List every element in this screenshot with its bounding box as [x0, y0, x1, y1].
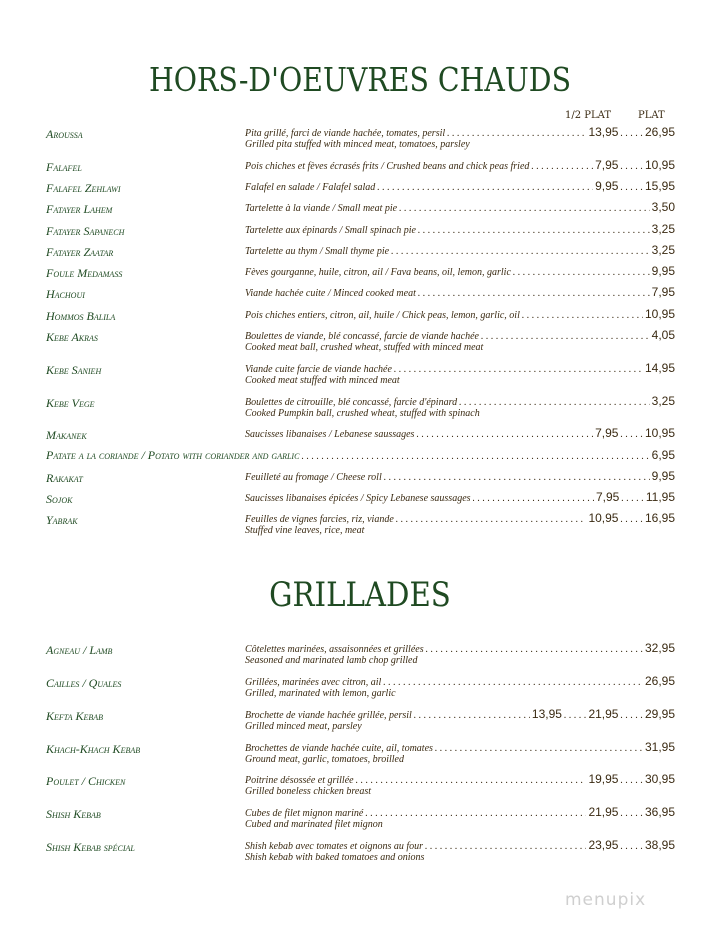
dot-leader	[481, 331, 650, 342]
dot-separator: . . . . .	[620, 128, 643, 139]
french-description: Saucisses libanaises / Lebanese saussages	[245, 429, 415, 440]
french-description: Tartelette au thym / Small thyme pie	[245, 246, 390, 257]
description-line	[245, 266, 675, 278]
description-line	[245, 160, 675, 172]
item-description	[245, 202, 675, 214]
item-description	[245, 428, 675, 440]
description-line	[245, 127, 675, 139]
french-description: Viande hachée cuite / Minced cooked meat	[245, 288, 416, 299]
dot-separator: . . . . .	[620, 710, 643, 721]
item-price: 14,95	[644, 363, 675, 375]
dot-leader	[365, 808, 586, 819]
item-price: 10,95	[644, 309, 675, 321]
french-description: Brochettes de viande hachée cuite, ail, tomates	[245, 743, 433, 754]
english-description: Stuffed vine leaves, rice, meat	[245, 525, 365, 536]
item-description	[245, 127, 675, 150]
dot-leader	[435, 743, 643, 754]
item-description	[245, 492, 675, 504]
dot-leader	[416, 429, 593, 440]
dot-leader	[418, 288, 650, 299]
item-price: 32,95	[644, 643, 675, 655]
french-description: Pita grillé, farci de viande hachée, tomates, persil	[245, 128, 446, 139]
dot-leader	[447, 128, 586, 139]
item-name: Kefta Kebab	[46, 709, 104, 723]
dot-leader	[522, 310, 643, 321]
item-price: 21,95	[588, 709, 619, 721]
item-price: 23,95	[588, 840, 619, 852]
french-description: Shish kebab avec tomates et oignons au four	[245, 841, 424, 852]
dot-separator: . . . . .	[620, 429, 643, 440]
dot-separator: . . . . .	[620, 841, 643, 852]
item-name: Falafel Zehlawi	[46, 181, 121, 195]
french-description: Feuilles de vignes farcies, riz, viande	[245, 514, 394, 525]
french-description: Tartelette aux épinards / Small spinach pie	[245, 225, 416, 236]
english-description: Cooked meat stuffed with minced meat	[245, 375, 400, 386]
item-name: Kebe Sanieh	[46, 363, 102, 377]
item-description	[245, 513, 675, 536]
french-description: Boulettes de viande, blé concassé, farcie de viande hachée	[245, 331, 479, 342]
item-description	[245, 224, 675, 236]
description-line	[245, 363, 675, 375]
dot-separator: . . . . .	[620, 182, 643, 193]
dot-leader	[459, 397, 650, 408]
item-price: 7,95	[596, 492, 620, 504]
item-name: Rakakat	[46, 471, 83, 485]
description-line	[245, 471, 675, 483]
description-line	[245, 840, 675, 852]
description-line	[245, 676, 675, 688]
french-description: Côtelettes marinées, assaisonnées et grillées	[245, 644, 424, 655]
item-name: Shish Kebab spécial	[46, 840, 135, 854]
dot-leader	[418, 225, 650, 236]
french-description: Cubes de filet mignon mariné	[245, 808, 364, 819]
dot-separator: . . . . .	[620, 161, 643, 172]
item-price: 7,95	[595, 428, 619, 440]
description-line	[245, 309, 675, 321]
item-price: 6,95	[651, 450, 675, 462]
description-line	[245, 330, 675, 342]
item-name: Hachoui	[46, 287, 85, 301]
hot-appetizers-title: HORS-D'OEUVRES CHAUDS	[148, 60, 572, 99]
price-column-headers	[560, 110, 690, 124]
description-line	[245, 513, 675, 525]
description-line	[245, 396, 675, 408]
item-description	[245, 840, 675, 863]
item-description	[245, 807, 675, 830]
item-price: 3,25	[651, 224, 675, 236]
item-price: 9,95	[595, 181, 619, 193]
dot-leader	[301, 451, 649, 462]
item-price: 9,95	[651, 471, 675, 483]
watermark-logo: menupix	[565, 890, 647, 910]
french-description: Brochette de viande hachée grillée, persil	[245, 710, 412, 721]
item-name: Falafel	[46, 160, 82, 174]
item-name: Foule Medamass	[46, 266, 123, 280]
french-description: Boulettes de citrouille, blé concassé, farcie d'épinard	[245, 397, 458, 408]
item-description	[245, 287, 675, 299]
item-description	[46, 450, 675, 462]
dot-leader	[513, 267, 650, 278]
description-line	[245, 245, 675, 257]
dot-leader	[414, 710, 530, 721]
item-price: 38,95	[644, 840, 675, 852]
description-line	[245, 181, 675, 193]
description-line	[245, 202, 675, 214]
item-description	[245, 774, 675, 797]
french-description: Tartelette à la viande / Small meat pie	[245, 203, 398, 214]
description-line	[46, 450, 675, 462]
description-line	[245, 492, 675, 504]
french-description: Pois chiches et fèves écrasés frits / Crushed beans and chick peas fried	[245, 161, 530, 172]
dot-separator: . . . . .	[621, 493, 644, 504]
item-name: Sojok	[46, 492, 73, 506]
dot-separator: . . . . .	[620, 514, 643, 525]
english-description: Ground meat, garlic, tomatoes, broilled	[245, 754, 404, 765]
item-description	[245, 266, 675, 278]
item-name: Shish Kebab	[46, 807, 101, 821]
dot-leader	[426, 644, 643, 655]
item-description	[245, 709, 675, 732]
item-description	[245, 309, 675, 321]
item-name: Hommos Balila	[46, 309, 116, 323]
item-name: Khach-Khach Kebab	[46, 742, 141, 756]
english-description: Grilled, marinated with lemon, garlic	[245, 688, 396, 699]
item-price: 7,95	[595, 160, 619, 172]
description-line	[245, 428, 675, 440]
french-description: Grillées, marinées avec citron, ail	[245, 677, 382, 688]
description-line	[245, 742, 675, 754]
french-description: Poitrine désossée et grillée	[245, 775, 354, 786]
description-line	[245, 287, 675, 299]
french-description: Fèves gourganne, huile, citron, ail / Fava beans, oil, lemon, garlic	[245, 267, 511, 278]
english-description: Grilled pita stuffed with minced meat, tomatoes, parsley	[245, 139, 470, 150]
item-name: Poulet / Chicken	[46, 774, 126, 788]
description-line	[245, 774, 675, 786]
half-plate-header: 1/2 PLAT	[565, 110, 611, 121]
french-description: Falafel en salade / Falafel salad	[245, 182, 376, 193]
dot-leader	[394, 364, 643, 375]
english-description: Cubed and marinated filet mignon	[245, 819, 383, 830]
english-description: Cooked meat ball, crushed wheat, stuffed with minced meat	[245, 342, 484, 353]
dot-leader	[377, 182, 593, 193]
item-price: 13,95	[531, 709, 562, 721]
french-description: Viande cuite farcie de viande hachée	[245, 364, 392, 375]
french-description: Saucisses libanaises épicées / Spicy Lebanese saussages	[245, 493, 471, 504]
item-price: 10,95	[644, 160, 675, 172]
item-name: Kebe Akras	[46, 330, 98, 344]
item-name: Makanek	[46, 428, 87, 442]
dot-leader	[356, 775, 587, 786]
item-price: 26,95	[644, 676, 675, 688]
item-price: 3,50	[651, 202, 675, 214]
item-name: Fatayer Sapanech	[46, 224, 125, 238]
item-name: Fatayer Lahem	[46, 202, 113, 216]
description-line	[245, 807, 675, 819]
item-price: 10,95	[588, 513, 619, 525]
english-description: Seasoned and marinated lamb chop grilled	[245, 655, 418, 666]
item-name: Aroussa	[46, 127, 83, 141]
item-description	[245, 396, 675, 419]
description-line	[245, 643, 675, 655]
item-price: 31,95	[644, 742, 675, 754]
item-price: 29,95	[644, 709, 675, 721]
grills-title: GRILLADES	[269, 575, 451, 615]
dot-leader	[425, 841, 586, 852]
item-description	[245, 363, 675, 386]
dot-leader	[473, 493, 594, 504]
dot-leader	[383, 677, 643, 688]
item-description	[245, 643, 675, 666]
item-price: 19,95	[588, 774, 619, 786]
item-price: 26,95	[644, 127, 675, 139]
french-description: Feuilleté au fromage / Cheese roll	[245, 472, 382, 483]
dot-separator: . . . . .	[620, 808, 643, 819]
item-description	[245, 160, 675, 172]
item-description	[245, 245, 675, 257]
description-line	[245, 709, 675, 721]
dot-leader	[391, 246, 650, 257]
dot-leader	[384, 472, 650, 483]
item-price: 9,95	[651, 266, 675, 278]
item-price: 3,25	[651, 396, 675, 408]
english-description: Grilled minced meat, parsley	[245, 721, 362, 732]
dot-separator: . . . . .	[620, 775, 643, 786]
item-price: 3,25	[651, 245, 675, 257]
description-line	[245, 224, 675, 236]
item-price: 21,95	[588, 807, 619, 819]
item-description	[245, 676, 675, 699]
item-name: Agneau / Lamb	[46, 643, 113, 657]
item-name: Kebe Vege	[46, 396, 95, 410]
item-price: 15,95	[644, 181, 675, 193]
item-name: Yabrak	[46, 513, 78, 527]
item-price: 30,95	[644, 774, 675, 786]
item-price: 13,95	[588, 127, 619, 139]
item-name-wide: Patate a la coriande / Potato with coriander and garlic	[46, 450, 300, 462]
item-price: 7,95	[651, 287, 675, 299]
english-description: Cooked Pumpkin ball, crushed wheat, stuffed with spinach	[245, 408, 480, 419]
english-description: Grilled boneless chicken breast	[245, 786, 371, 797]
french-description: Pois chiches entiers, citron, ail, huile / Chick peas, lemon, garlic, oil	[245, 310, 520, 321]
item-price: 11,95	[645, 492, 675, 504]
item-price: 16,95	[644, 513, 675, 525]
item-description	[245, 742, 675, 765]
dot-leader	[399, 203, 650, 214]
dot-separator: . . . . .	[563, 710, 587, 721]
item-name: Fatayer Zaatar	[46, 245, 114, 259]
dot-leader	[531, 161, 593, 172]
dot-leader	[396, 514, 587, 525]
item-price: 4,05	[651, 330, 675, 342]
full-plate-header: PLAT	[638, 110, 665, 121]
item-description	[245, 471, 675, 483]
item-price: 10,95	[644, 428, 675, 440]
item-name: Cailles / Quales	[46, 676, 122, 690]
english-description: Shish kebab with baked tomatoes and onions	[245, 852, 425, 863]
item-description	[245, 330, 675, 353]
item-price: 36,95	[644, 807, 675, 819]
item-description	[245, 181, 675, 193]
